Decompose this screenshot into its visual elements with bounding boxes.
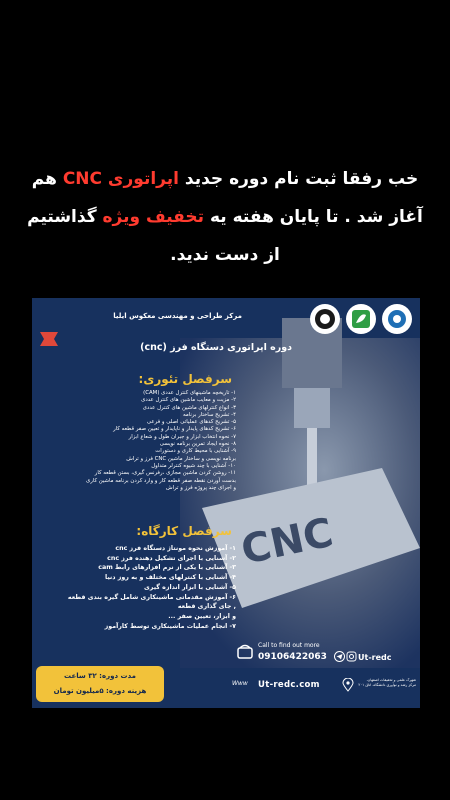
university-logo-icon — [310, 304, 340, 334]
course-info-box — [36, 666, 164, 702]
green-leaf-logo-icon — [346, 304, 376, 334]
workshop-list — [38, 544, 236, 631]
workshop-item: و ابزار، تعیین صفر ... — [168, 612, 236, 620]
workshop-item: , جای گذاری قطعه — [177, 603, 236, 611]
telegram-icon[interactable] — [334, 651, 345, 662]
ribbon-logo-icon — [38, 330, 60, 348]
caption-highlight-2: تخفیف ویژه — [102, 207, 205, 227]
workshop-section-title: سرفصل کارگاه: — [136, 524, 232, 538]
workshop-item: ۲- آشنایی با اجرای تشکیل دهنده فرز cnc — [107, 554, 236, 562]
caption-text-1: خب رفقا ثبت نام دوره جدید — [178, 169, 419, 189]
caption-text-2: هم آغاز شد . تا پایان هفته یه — [31, 169, 423, 227]
theory-section-title: سرفصل تئوری: — [138, 372, 232, 386]
location-pin-icon — [342, 678, 354, 692]
theory-item: ۷- نحوه انتخاب ابزار و جبران طول و شعاع ابزار — [128, 433, 236, 440]
gear-logo-icon — [382, 304, 412, 334]
workshop-item: ۷- انجام عملیات ماشینکاری توسط کارآموز — [104, 622, 236, 630]
address-text: شهرک علمی و تحقیقات اصفهان، مرکز رشد و نوآوری دانشگاه، اتاق ۲۰۱ — [358, 678, 416, 687]
workshop-item: ۱- آموزش نحوه مونتاژ دستگاه فرز cnc — [115, 545, 236, 552]
theory-list — [38, 390, 236, 492]
caption-text-3: گذاشتیم از دست ندید. — [27, 207, 280, 265]
theory-item: ۹- آشنایی با محیط کاری و دستورات — [155, 448, 236, 455]
course-duration: مدت دوره: ۳۲ ساعت — [64, 672, 136, 680]
theory-item: بدست آوردن نقطه صفر قطعه کار و وارد کردن برنامه ماشین کاری — [86, 477, 236, 484]
social-handle[interactable]: Ut-redc — [358, 653, 392, 662]
phone-number[interactable]: 09106422063 — [258, 652, 327, 662]
caption-highlight-1: اپراتوری CNC — [62, 169, 179, 189]
www-label: Www — [232, 680, 248, 687]
phone-icon — [236, 642, 254, 660]
theory-item: ۲- مزیت و معایب ماشین های کنترل عددی — [141, 397, 236, 404]
workshop-item: ۴- آشنایی با کنترلهای مختلف و به روز دنیا — [105, 574, 236, 582]
theory-item: ۱- تاریخچه ماشینهای کنترل عددی (CAM) — [143, 390, 236, 396]
workshop-item: ۳- آشنایی با یکی از نرم افزارهای رابط cam — [98, 564, 236, 572]
theory-item: ۵- تشریح کدهای عملیاتی اصلی و فرعی — [146, 419, 236, 426]
instagram-icon[interactable] — [346, 651, 357, 662]
theory-item: برنامه نویسی و ساختار ماشین CNC فرز و تراش — [126, 455, 236, 462]
theory-item: ۶- تشریح کدهای پایدار و ناپایدار و تعیین صفر قطعه کار — [113, 426, 236, 433]
course-cost: هزینه دوره: ۵میلیون تومان — [53, 687, 147, 695]
call-label: Call to find out more — [258, 642, 320, 649]
post-caption — [20, 160, 430, 274]
theory-item: ۳- انواع کنترلهای ماشین های کنترل عددی — [142, 404, 236, 411]
theory-item: و اجرای چند پروژه فرز و تراش — [165, 484, 236, 491]
course-title: دوره اپراتوری دستگاه فرز (cnc) — [140, 342, 292, 353]
course-poster — [32, 298, 420, 708]
center-name: مرکز طراحی و مهندسی معکوس ایلیا — [113, 312, 242, 320]
workshop-item: ۶- آموزش مقدماتی ماشینکاری شامل گیره بندی قطعه — [67, 593, 236, 601]
partner-logos — [310, 304, 412, 334]
theory-item: ۱۱- روشن کردن ماشین مجازی ،رفرنس گیری، بستن قطعه کار — [94, 470, 236, 477]
theory-item: ۸- نحوه ایجاد تمرین برنامه نویسی — [159, 441, 236, 448]
workshop-item: ۵- آشنایی با ابزار اندازه گیری — [144, 583, 236, 591]
svg-text:CNC: CNC — [237, 509, 337, 574]
theory-item: ۴- تشریح ساختار برنامه — [182, 411, 236, 418]
theory-item: ۱۰- آشنایی با چند شیوه کنترلر متداول — [151, 462, 236, 469]
website-link[interactable]: Ut-redc.com — [258, 680, 320, 690]
